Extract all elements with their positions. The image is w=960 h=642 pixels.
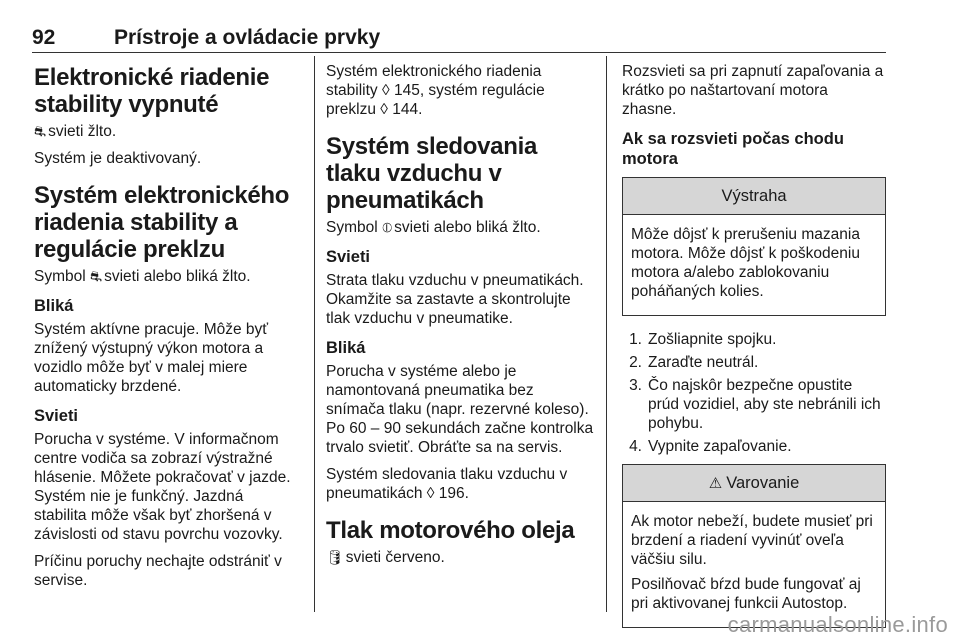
step-number: 4. [629,438,642,455]
oil-status-line [326,548,596,567]
oil-can-icon: 🛢 [326,549,344,565]
warning-triangle-icon: ⚠ [708,475,723,492]
page-header [32,26,886,54]
caution-box [622,464,886,628]
steps-list [622,330,886,456]
tpms-symbol-line [326,218,596,237]
esc-off-status-text: svieti žlto. [48,123,117,140]
tpms-blika-heading: Bliká [326,339,366,357]
repair-text: Príčinu poruchy nechajte odstrániť v servise. [34,553,282,589]
esc-off-icon: ⛐ [34,123,47,139]
watermark: carmanualsonline.info [727,612,948,637]
esc-off-status [34,122,296,141]
esc-off-description: Systém je deaktivovaný. [34,150,202,167]
list-item [622,376,886,433]
running-heading: Ak sa rozsvieti počas chodu motora [622,130,844,168]
caution-text-2: Posilňovač bŕzd bude fungovať aj pri aktivovanej funkcii Autostop. [631,576,861,612]
warning-box-text: Môže dôjsť k prerušeniu mazania motora. Môže dôjsť k poškodeniu motora a/alebo zablokovaniu poháňaných kolies. [631,226,860,300]
esc-icon: ⛐ [90,268,103,284]
warning-box-title: Výstraha [623,178,885,215]
tpms-svieti-text: Strata tlaku vzduchu v pneumatikách. Okamžite sa zastavte a skontrolujte tlak vzduchu v pneumatike. [326,272,584,327]
esc-symbol-prefix: Symbol [34,268,86,285]
step-text: Vypnite zapaľovanie. [648,438,792,455]
column-2 [326,58,596,575]
tpms-blika-text: Porucha v systéme alebo je namontovaná pneumatika bez snímača tlaku (napr. rezervné koleso). Po 60 – 90 sekundách začne kontrolka trvalo svietiť. Obráťte sa na servis. [326,363,594,456]
esc-heading: Systém elektronického riadenia stability a regulácie preklzu [34,182,290,263]
list-item [622,330,886,349]
esc-off-heading: Elektronické riadenie stability vypnuté [34,64,270,118]
oil-status-text: svieti červeno. [345,549,445,566]
column-divider-2 [606,56,607,612]
header-divider [32,52,886,53]
step-text: Čo najskôr bezpečne opustite prúd vozidiel, aby ste nebránili ich pohybu. [648,377,881,432]
tpms-reference-text: Systém sledovania tlaku vzduchu v pneumatikách ◊ 196. [326,466,568,502]
step-text: Zaraďte neutrál. [648,354,759,371]
column-3 [622,58,886,628]
warning-box [622,177,886,316]
svieti-text: Porucha v systéme. V informačnom centre vodiča sa zobrazí výstražné hlásenie. Môžete pokračovať v jazde. Systém nie je funkčný. Jazdná stabilita môže však byť zhoršená v závislosti od stavu povrchu vozovky. [34,431,291,543]
tpms-heading: Systém sledovania tlaku vzduchu v pneumatikách [326,133,538,214]
column-divider-1 [314,56,315,612]
step-number: 2. [629,354,642,371]
tpms-svieti-heading: Svieti [326,248,371,266]
oil-pressure-heading: Tlak motorového oleja [326,517,575,544]
page-number: 92 [32,26,56,49]
blika-text: Systém aktívne pracuje. Môže byť znížený výstupný výkon motora a vozidlo môže byť v malej miere automaticky brzdené. [34,321,269,395]
step-number: 3. [629,377,642,394]
page-title: Prístroje a ovládacie prvky [114,26,381,49]
esc-symbol-text: svieti alebo bliká žlto. [104,268,251,285]
caution-box-title: Varovanie [726,473,800,492]
esc-reference-text: Systém elektronického riadenia stability ◊ 145, systém regulácie preklzu ◊ 144. [326,63,545,118]
tire-pressure-icon: ⦶ [382,219,393,235]
caution-text-1: Ak motor nebeží, budete musieť pri brzdení a riadení vyvinúť oveľa väčšiu silu. [631,513,873,568]
blika-heading: Bliká [34,297,74,315]
caution-box-header [623,465,885,502]
list-item [622,353,886,372]
step-text: Zošliapnite spojku. [648,331,777,348]
oil-intro-text: Rozsvieti sa pri zapnutí zapaľovania a krátko po naštartovaní motora zhasne. [622,63,884,118]
column-1 [34,58,296,598]
tpms-symbol-text: svieti alebo bliká žlto. [394,219,541,236]
tpms-symbol-prefix: Symbol [326,219,378,236]
esc-symbol-line [34,267,296,286]
step-number: 1. [629,331,642,348]
list-item [622,437,886,456]
svieti-heading: Svieti [34,407,79,425]
